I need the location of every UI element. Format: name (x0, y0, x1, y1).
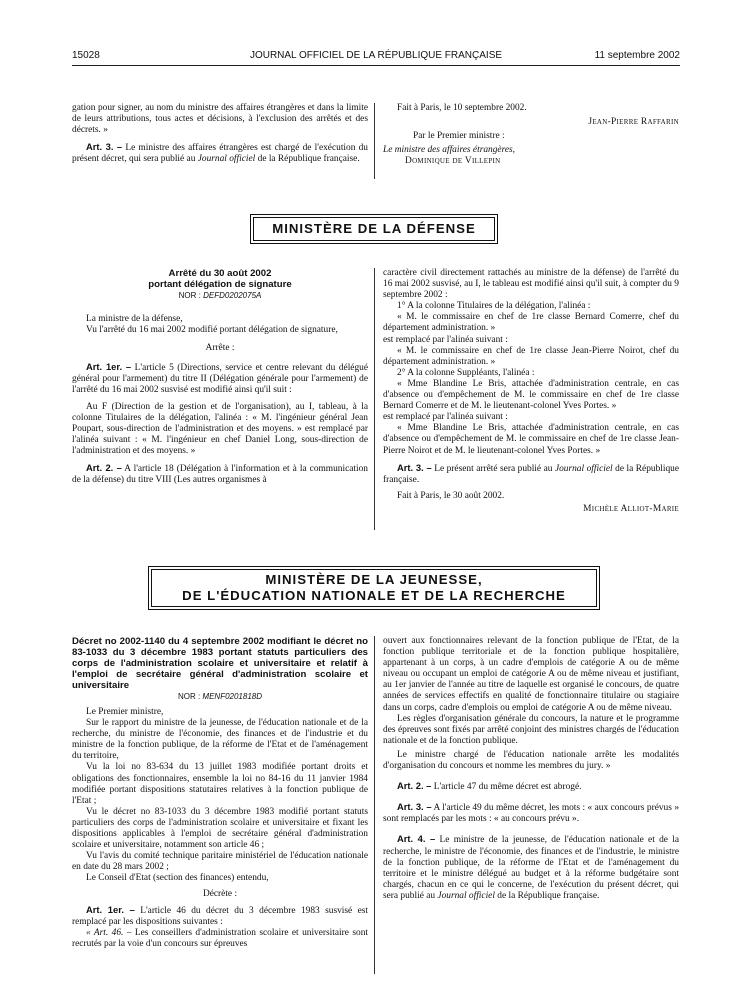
article-3: Art. 3. – A l'article 49 du même décret, les mots : « aux concours prévus » sont remplacés par les mots : « au concours prévu ». (383, 801, 680, 825)
nor-reference: NOR : DEFD0202075A (178, 291, 262, 300)
nor-reference: NOR : MENF0201818D (177, 692, 263, 701)
decret-heading: Décret no 2002-1140 du 4 septembre 2002 modifiant le décret no 83-1033 du 3 décembre 1983 portant statuts particuliers des corps de l'administration scolaire et universitaire et relatif à l'emploi de secrétaire général d'administration scolaire et universitaire (72, 636, 368, 691)
paragraph: « Mme Blandine Le Bris, attachée d'administration centrale, en cas d'absence ou d'empêchement de M. le commissaire en chef de 1re classe Jean-Pierre Noirot et de M. le lieutenant-colonel Yves Portes. » (383, 423, 679, 456)
education-left-column (72, 636, 368, 950)
journal-title: JOURNAL OFFICIEL DE LA RÉPUBLIQUE FRANÇAISE (249, 50, 503, 61)
defense-right-column (383, 268, 679, 515)
column-divider (374, 636, 375, 974)
paragraph: Vu l'arrêté du 16 mai 2002 modifié portant délégation de signature, (86, 325, 338, 336)
paragraph: caractère civil directement rattachés au ministre de la défense) de l'arrêté du 16 mai 2002 susvisé, au I, le tableau est modifié ainsi qu'il suit, à compter du 9 septembre 2002 : (383, 268, 679, 301)
paragraph: La ministre de la défense, (86, 314, 183, 324)
paragraph: Le Premier ministre, (86, 707, 164, 717)
top-left-column (72, 103, 368, 165)
article-2: Art. 2. – A l'article 18 (Délégation à l'information et à la communication de la défense) du titre VIII (Les autres organismes à (72, 462, 368, 486)
signature: Dominique de Villepin (405, 156, 501, 167)
ministry-title-line-2: DE L'ÉDUCATION NATIONALE ET DE LA RECHERCHE (182, 588, 566, 603)
column-divider (374, 103, 375, 179)
ministry-title-box (250, 214, 498, 244)
column-divider (374, 268, 375, 530)
paragraph: « Mme Blandine Le Bris, attachée d'administration centrale, en cas d'absence ou d'empêchement de M. le commissaire en chef de 1re classe Bernard Comerre et de M. le lieutenant-colonel Yves Portes. » (383, 378, 679, 412)
ministry-title: MINISTÈRE DE LA DÉFENSE (272, 221, 476, 236)
fait-a-paris: Fait à Paris, le 10 septembre 2002. (397, 103, 527, 113)
page-header (72, 50, 680, 64)
signature: Michèle Alliot-Marie (583, 503, 679, 514)
arrete-formula: Arrête : (205, 343, 235, 354)
paragraph: « M. le commissaire en chef de 1re classe Bernard Comerre, chef du département administration. » (383, 312, 679, 334)
ministry-title-box (148, 566, 600, 610)
article-2: Art. 2. – L'article 47 du même décret est abrogé. (397, 780, 582, 793)
defense-left-column (72, 268, 368, 486)
paragraph: 2° A la colonne Suppléants, l'alinéa : (397, 367, 535, 378)
paragraph: est remplacé par l'alinéa suivant : (383, 334, 508, 345)
paragraph: Vu la loi no 83-634 du 13 juillet 1983 modifiée portant droits et obligations des fonctionnaires, ensemble la loi no 84-16 du 11 janvier 1984 modifiée portant dispositions statutaires relatives à la fonction publique de l'Etat ; (72, 762, 368, 806)
header-rule (72, 65, 680, 66)
paragraph: Sur le rapport du ministre de la jeunesse, de l'éducation nationale et de la recherche, du ministre de l'économie, des finances et de l'industrie et du ministre de la fonction publique, de la réforme de l'Etat et de l'aménagement du territoire, (72, 718, 368, 762)
ministry-title-line-1: MINISTÈRE DE LA JEUNESSE, (265, 572, 483, 587)
article-3: Art. 3. – Le ministre des affaires étrangères est chargé de l'exécution du présent décret, qui sera publié au Journal officiel de la République française. (72, 141, 368, 165)
paragraph: Le Conseil d'Etat (section des finances) entendu, (86, 873, 269, 884)
arrete-subheading: portant délégation de signature (148, 279, 292, 290)
article-1: Art. 1er. – L'article 5 (Directions, service et centre relevant du délégué général pour l'armement) du titre II (Délégation générale pour l'armement) de l'arrêté du 16 mai 2002 susvisé est modifié ainsi qu'il suit : (72, 361, 369, 396)
paragraph: Au F (Direction de la gestion et de l'organisation), au I, tableau, à la colonne Titulaires de la délégation, l'alinéa : « M. l'ingénieur général Jean Poupart, sous-direction de l'administration et des moyens. » est remplacé par l'alinéa suivant : « M. l'ingénieur en chef Daniel Long, sous-direction de l'administration et des moyens. » (72, 401, 368, 456)
paragraph: 1° A la colonne Titulaires de la délégation, l'alinéa : (397, 301, 591, 312)
fait-a-paris: Fait à Paris, le 30 août 2002. (397, 490, 505, 501)
paragraph: Vu le décret no 83-1033 du 3 décembre 1983 modifié portant statuts particuliers des corps de l'administration scolaire et universitaire et fixant les dispositions applicables à l'emploi de secrétaire général d'administration scolaire et universitaire, notamment son article 46 ; (72, 806, 368, 851)
decrete-formula: Décrète : (202, 888, 238, 899)
arrete-heading: Arrêté du 30 août 2002 (168, 268, 272, 279)
minister-title: Le ministre des affaires étrangères, (383, 145, 516, 156)
article-4: Art. 4. – Le ministre de la jeunesse, de l'éducation nationale et de la recherche, le ministre de l'économie, des finances et de l'industrie, le ministre de la fonction publique, de la réforme de l'Etat et de l'aménagement du territoire et le ministre délégué au budget et à la réforme budgétaire sont chargés, chacun en ce qui le concerne, de l'exécution du présent décret, qui sera publié au Journal officiel de la République française. (383, 833, 680, 901)
issue-date: 11 septembre 2002 (594, 50, 680, 61)
article-3: Art. 3. – Le présent arrêté sera publié au Journal officiel de la République française. (383, 461, 680, 485)
paragraph: « M. le commissaire en chef de 1re classe Jean-Pierre Noirot, chef du département administration. » (383, 345, 679, 367)
article-1: Art. 1er. – L'article 46 du décret du 3 décembre 1983 susvisé est remplacé par les dispositions suivantes : (72, 903, 369, 927)
education-right-column (383, 636, 679, 902)
paragraph: Vu l'avis du comité technique paritaire ministériel de l'éducation nationale en date du 28 mars 2002 ; (72, 851, 368, 873)
paragraph: gation pour signer, au nom du ministre des affaires étrangères et dans la limite de leurs attributions, tous actes et décisions, à l'exclusion des arrêtés et des décrets. » (72, 103, 368, 136)
signature: Jean-Pierre Raffarin (588, 117, 679, 128)
paragraph: ouvert aux fonctionnaires relevant de la fonction publique de l'Etat, de la fonction publique territoriale et de la fonction publique hospitalière, appartenant à un corps, à un cadre d'emplois de catégorie A ou de même niveau ou occupant un emploi de catégorie A ou de même niveau et justifiant, au 1er janvier de l'année au titre de laquelle est organisé le concours, de quatre années de services effectifs en qualité de fonctionnaire titulaire ou stagiaire dans un corps, cadre d'emplois ou emploi de catégorie A ou de même niveau. (383, 636, 679, 713)
top-right-column (383, 103, 679, 167)
paragraph: Les règles d'organisation générale du concours, la nature et le programme des épreuves sont fixés par arrêté conjoint des ministres chargés de l'éducation nationale et de la fonction publique. (383, 713, 679, 746)
paragraph: est remplacé par l'alinéa suivant : (383, 412, 508, 423)
par-le-premier-ministre: Par le Premier ministre : (413, 131, 505, 142)
article-46: « Art. 46. – Les conseillers d'administration scolaire et universitaire sont recrutés par la voie d'un concours sur épreuves (72, 927, 368, 949)
paragraph: Le ministre chargé de l'éducation nationale arrête les modalités d'organisation du concours et nomme les membres du jury. » (383, 749, 679, 772)
page-number: 15028 (72, 50, 100, 61)
